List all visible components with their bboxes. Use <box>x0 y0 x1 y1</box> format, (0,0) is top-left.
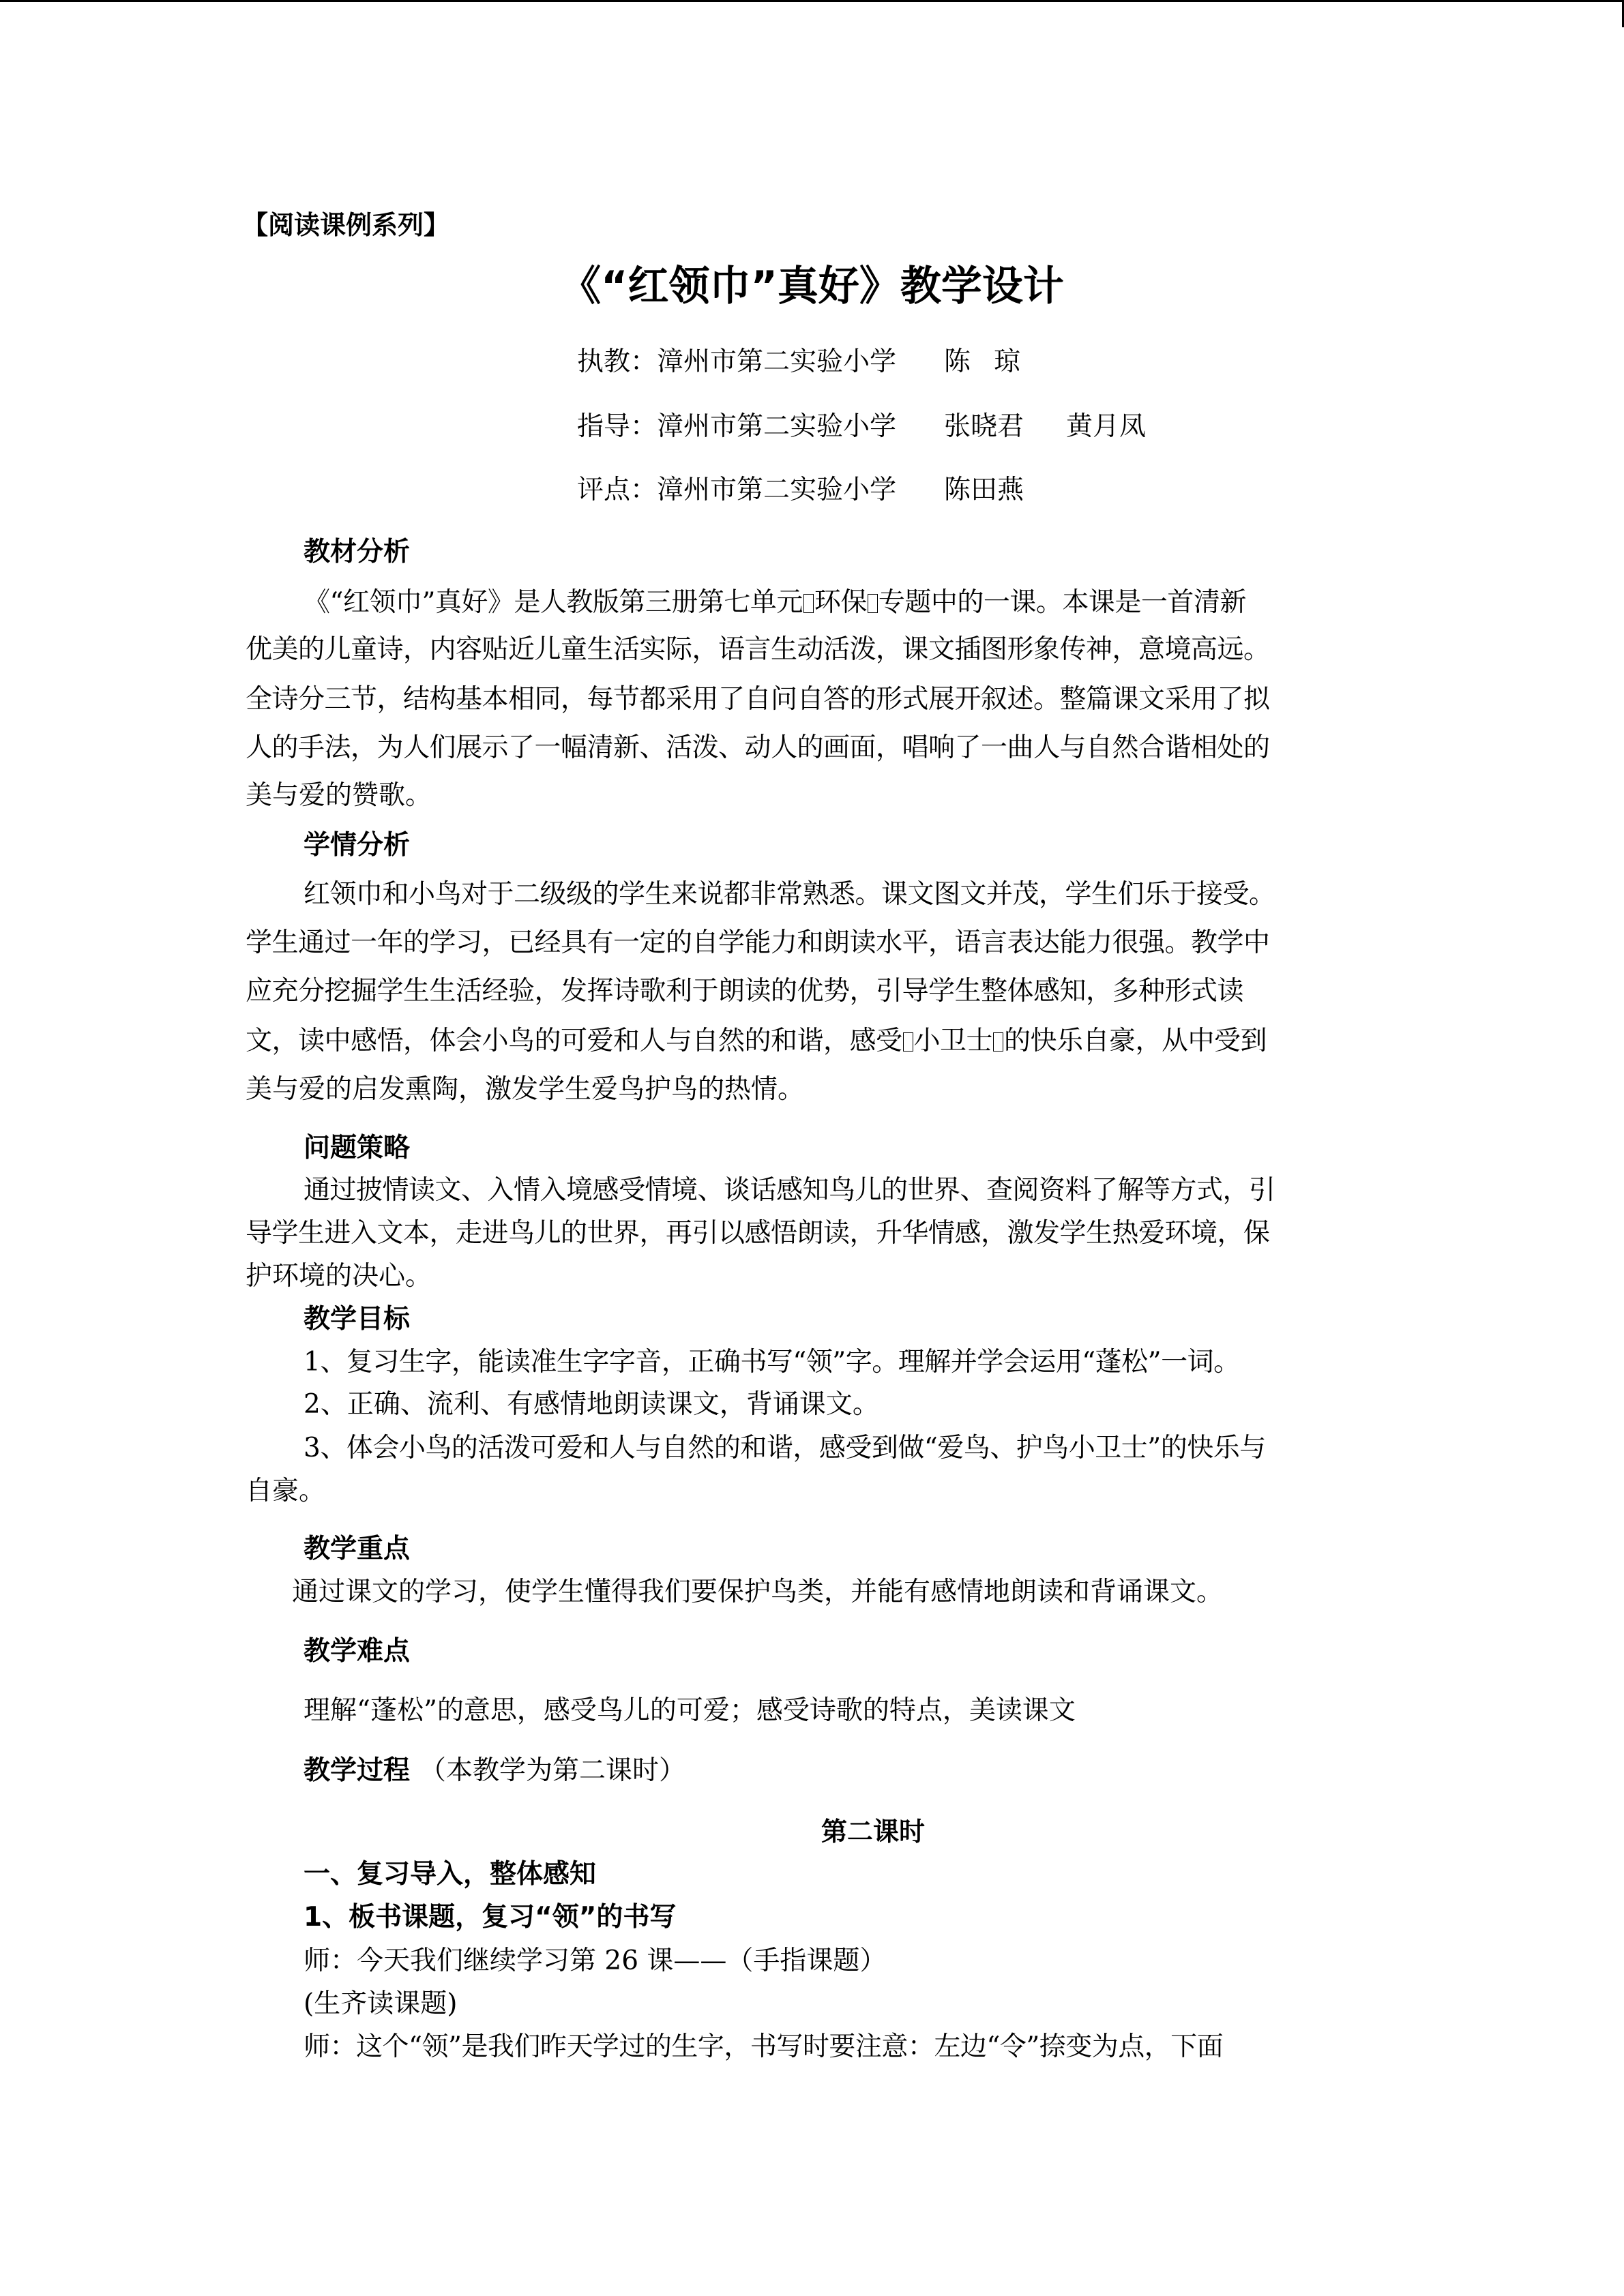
credit-reviewer-name: 陈田燕 <box>944 475 1024 505</box>
student-analysis-line-4b: 小卫士 <box>913 1026 993 1056</box>
student-analysis-line-3: 应充分挖掘学生生活经验，发挥诗歌利于朗读的优势，引导学生整体感知，多种形式读 <box>246 976 1244 1007</box>
part-heading: 一、复习导入，整体感知 <box>304 1859 597 1890</box>
credit-teacher <box>577 346 1020 378</box>
missing-glyph-box <box>993 1032 1003 1052</box>
page-title: 《“红领巾”真好》教学设计 <box>560 263 1064 310</box>
credit-advisor-name-1: 张晓君 <box>944 411 1024 442</box>
strategy-heading: 问题策略 <box>304 1133 411 1163</box>
student-analysis-line-2: 学生通过一年的学习，已经具有一定的自学能力和朗读水平，语言表达能力很强。教学中 <box>246 927 1270 958</box>
missing-glyph-box <box>903 1032 913 1052</box>
credit-teacher-name-2: 琼 <box>994 346 1021 377</box>
textbook-analysis-line-3: 全诗分三节，结构基本相同，每节都采用了自问自答的形式展开叙述。整篇课文采用了拟 <box>246 684 1270 715</box>
objectives-heading: 教学目标 <box>304 1304 411 1335</box>
credit-advisor-name-2: 黄月凤 <box>1066 411 1147 442</box>
student-analysis-line-4c: 的快乐自豪，从中受到 <box>1004 1026 1267 1056</box>
objective-2: 2、正确、流利、有感情地朗读课文，背诵课文。 <box>304 1389 879 1420</box>
textbook-analysis-line-1 <box>304 586 1246 619</box>
credit-reviewer <box>577 474 1024 507</box>
step-heading: 1、板书课题，复习“领”的书写 <box>304 1902 677 1933</box>
process-note: （本教学为第二课时） <box>419 1755 686 1786</box>
key-points-text: 通过课文的学习，使学生懂得我们要保护鸟类，并能有感情地朗读和背诵课文。 <box>292 1577 1224 1607</box>
credit-reviewer-label: 评点：漳州市第二实验小学 <box>577 475 897 505</box>
textbook-analysis-heading: 教材分析 <box>304 537 411 567</box>
student-analysis-line-1: 红领巾和小鸟对于二级级的学生来说都非常熟悉。课文图文并茂，学生们乐于接受。 <box>304 879 1275 910</box>
objective-3-continued: 自豪。 <box>246 1476 326 1506</box>
objective-1: 1、复习生字，能读准生字字音，正确书写“领”字。理解并学会运用“蓬松”一词。 <box>304 1347 1240 1377</box>
missing-glyph-box <box>868 594 878 613</box>
textbook-analysis-line-1c: 专题中的一课。本课是一首清新 <box>878 587 1246 618</box>
lesson-line-1: 师：今天我们继续学习第 26 课——（手指课题） <box>304 1945 887 1976</box>
series-label: 【阅读课例系列】 <box>242 210 450 240</box>
student-analysis-line-5: 美与爱的启发熏陶，激发学生爱鸟护鸟的热情。 <box>246 1074 805 1105</box>
strategy-line-1: 通过披情读文、入情入境感受情境、谈话感知鸟儿的世界、查阅资料了解等方式，引 <box>304 1175 1275 1206</box>
page-top-rule <box>0 0 1624 2</box>
difficulties-heading: 教学难点 <box>304 1636 411 1667</box>
credit-teacher-label: 执教：漳州市第二实验小学 <box>577 346 897 377</box>
lesson-line-3: 师：这个“领”是我们昨天学过的生字，书写时要注意：左边“令”捺变为点，下面 <box>304 2031 1224 2062</box>
missing-glyph-box <box>803 594 814 613</box>
textbook-analysis-line-2: 优美的儿童诗，内容贴近儿童生活实际，语言生动活泼，课文插图形象传神，意境高远。 <box>246 634 1270 665</box>
process-heading: 教学过程 <box>304 1755 411 1786</box>
objective-3: 3、体会小鸟的活泼可爱和人与自然的和谐，感受到做“爱鸟、护鸟小卫士”的快乐与 <box>304 1433 1266 1463</box>
lesson-heading: 第二课时 <box>821 1817 925 1847</box>
lesson-line-2: (生齐读课题) <box>304 1988 458 2019</box>
key-points-heading: 教学重点 <box>304 1534 411 1564</box>
strategy-line-3: 护环境的决心。 <box>246 1261 432 1292</box>
student-analysis-line-4a: 文，读中感悟，体会小鸟的可爱和人与自然的和谐，感受 <box>246 1026 902 1056</box>
difficulties-text: 理解“蓬松”的意思，感受鸟儿的可爱；感受诗歌的特点，美读课文 <box>304 1695 1076 1726</box>
student-analysis-heading: 学情分析 <box>304 830 411 861</box>
textbook-analysis-line-5: 美与爱的赞歌。 <box>246 780 432 811</box>
textbook-analysis-line-4: 人的手法，为人们展示了一幅清新、活泼、动人的画面，唱响了一曲人与自然合谐相处的 <box>246 732 1270 763</box>
credit-advisor-label: 指导：漳州市第二实验小学 <box>577 411 897 442</box>
credit-advisor <box>577 411 1146 443</box>
process-line <box>304 1755 685 1787</box>
student-analysis-line-4 <box>246 1025 1267 1058</box>
strategy-line-2: 导学生进入文本，走进鸟儿的世界，再引以感悟朗读，升华情感，激发学生热爱环境，保 <box>246 1218 1270 1249</box>
textbook-analysis-line-1b: 环保 <box>814 587 867 618</box>
textbook-analysis-line-1a: 《“红领巾”真好》是人教版第三册第七单元 <box>304 587 803 618</box>
credit-teacher-name-1: 陈 <box>944 346 994 377</box>
